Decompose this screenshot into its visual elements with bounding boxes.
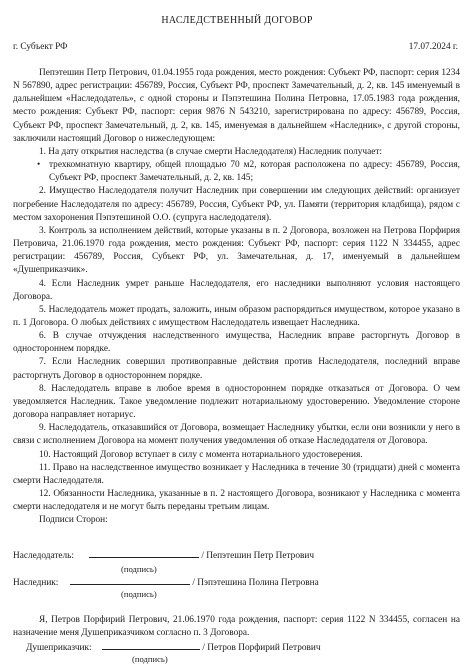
testator-signature-row bbox=[13, 548, 460, 563]
heir-name: / Пэпэтешина Полина Петровна bbox=[192, 578, 319, 588]
document-title: НАСЛЕДСТВЕННЫЙ ДОГОВОР bbox=[161, 15, 313, 26]
heir-label: Наследник: bbox=[13, 578, 59, 588]
testator-name: / Пепэтешин Петр Петрович bbox=[201, 551, 315, 561]
clause-5: 5. Наследодатель может продать, заложить, иным образом распорядиться имуществом, которое указано в п. 1 Договора. О любых действиях с имуществом Наследодатель извещает Наследника. bbox=[13, 304, 460, 328]
executor-signature-line[interactable] bbox=[102, 640, 200, 650]
clause-8: 8. Наследодатель вправе в любое время в одностороннем порядке отказаться от Договора. О чем уведомляется Наследник. Такое уведомление подлежит нотариальному удостоверению. Уведомление стороне договора направляет нотариус. bbox=[13, 383, 460, 421]
clause-11: 11. Право на наследственное имущество возникает у Наследника в течение 30 (тридцати) дней с момента смерти Наследодателя. bbox=[13, 462, 460, 486]
heir-signature-hint: (подпись) bbox=[121, 589, 157, 599]
testator-signature-line[interactable] bbox=[89, 548, 199, 558]
clause-1: 1. На дату открытия наследства (в случае смерти Наследодателя) Наследник получает: bbox=[39, 146, 382, 157]
testator-label: Наследодатель: bbox=[13, 551, 74, 561]
clause-1-item-text: трехкомнатную квартиру, общей площадью 70 м2, которая расположена по адресу: 456789, Россия, Субъект РФ, проспект Замечательный, д. 2, кв. 145; bbox=[49, 160, 460, 184]
heir-signature-row bbox=[13, 575, 460, 590]
intro-paragraph: Пепэтешин Петр Петрович, 01.04.1955 года рождения, место рождения: Субъект РФ, паспорт: серия 1234 N 567890, адрес регистрации: 456789, Россия, Субъект РФ, проспект Замечательный, д. 2, кв. 145 именуемый в дальнейшем «Наследодатель», с одной стороны и Пэпэтешина Полина Петровна, 17.05.1983 года рождения, место рождения: Субъект РФ, паспорт: серия 9876 N 543210, зарегистрирована по адресу: 456789, Россия, Субъект РФ, проспект Замечательный, д. 2, кв. 145, именуемая в дальнейшем «Наследник», с другой стороны, заключили настоящий Договор о нижеследующем: bbox=[13, 68, 460, 144]
testator-signature-hint: (подпись) bbox=[121, 564, 157, 574]
clause-12: 12. Обязанности Наследника, указанные в п. 2 настоящего Договора, возникают у Наследника с момента смерти наследодателя и не могут быть переданы третьим лицам. bbox=[13, 489, 460, 513]
clause-1-item bbox=[13, 159, 460, 185]
clause-2: 2. Имущество Наследодателя получит Наследник при совершении им следующих действий: организует погребение Наследодателя по адресу: 456789, Россия, Субъект РФ, ул. Памяти (территория кладбища), рядом с местом захоронения Пэпэтешиной О.О. (супруга наследодателя). bbox=[13, 186, 460, 223]
executor-label: Душеприказчик: bbox=[26, 643, 92, 653]
clause-10: 10. Настоящий Договор вступает в силу с момента нотариального удостоверения. bbox=[39, 449, 363, 460]
document-place: г. Субъект РФ bbox=[13, 42, 68, 52]
bullet-icon: • bbox=[37, 160, 41, 171]
signatures-heading: Подписи Сторон: bbox=[39, 515, 108, 526]
executor-name: / Петров Порфирий Петрович bbox=[202, 643, 321, 653]
contract-body bbox=[13, 67, 460, 527]
executor-signature-hint: (подпись) bbox=[132, 654, 168, 664]
document-date: 17.07.2024 г. bbox=[408, 42, 458, 52]
executor-signature-row bbox=[13, 640, 460, 655]
clause-3: 3. Контроль за исполнением действий, которые указаны в п. 2 Договора, возложен на Петрова Порфирия Петровича, 21.06.1970 года рождения, место рождения: Субъект РФ, паспорт: серия 1122 N 334455, адрес регистрации: 456789, Россия, Субъект РФ, ул. Замечательная, д. 17, именуемый в дальнейшем «Душеприказчик». bbox=[13, 225, 460, 276]
clause-4: 4. Если Наследник умрет раньше Наследодателя, его наследники выполняют условия настоящего Договора. bbox=[13, 278, 460, 302]
executor-consent: Я, Петров Порфирий Петрович, 21.06.1970 года рождения, паспорт: серия 1122 N 334455, согласен на назначение меня Душеприказчиком согласно п. 3 Договора. bbox=[13, 615, 460, 639]
clause-6: 6. В случае отчуждения наследственного имущества, Наследник вправе расторгнуть Договор в одностороннем порядке. bbox=[13, 331, 460, 355]
heir-signature-line[interactable] bbox=[70, 575, 190, 585]
clause-7: 7. Если Наследник совершил противоправные действия против Наследодателя, последний вправе расторгнуть Договор в одностороннем порядке. bbox=[13, 357, 460, 381]
clause-9: 9. Наследодатель, отказавшийся от Договора, возмещает Наследнику убытки, если они возникли у него в связи с исполнением Договора на момент получения уведомления об отказе Наследодателя от Договора. bbox=[13, 423, 460, 447]
